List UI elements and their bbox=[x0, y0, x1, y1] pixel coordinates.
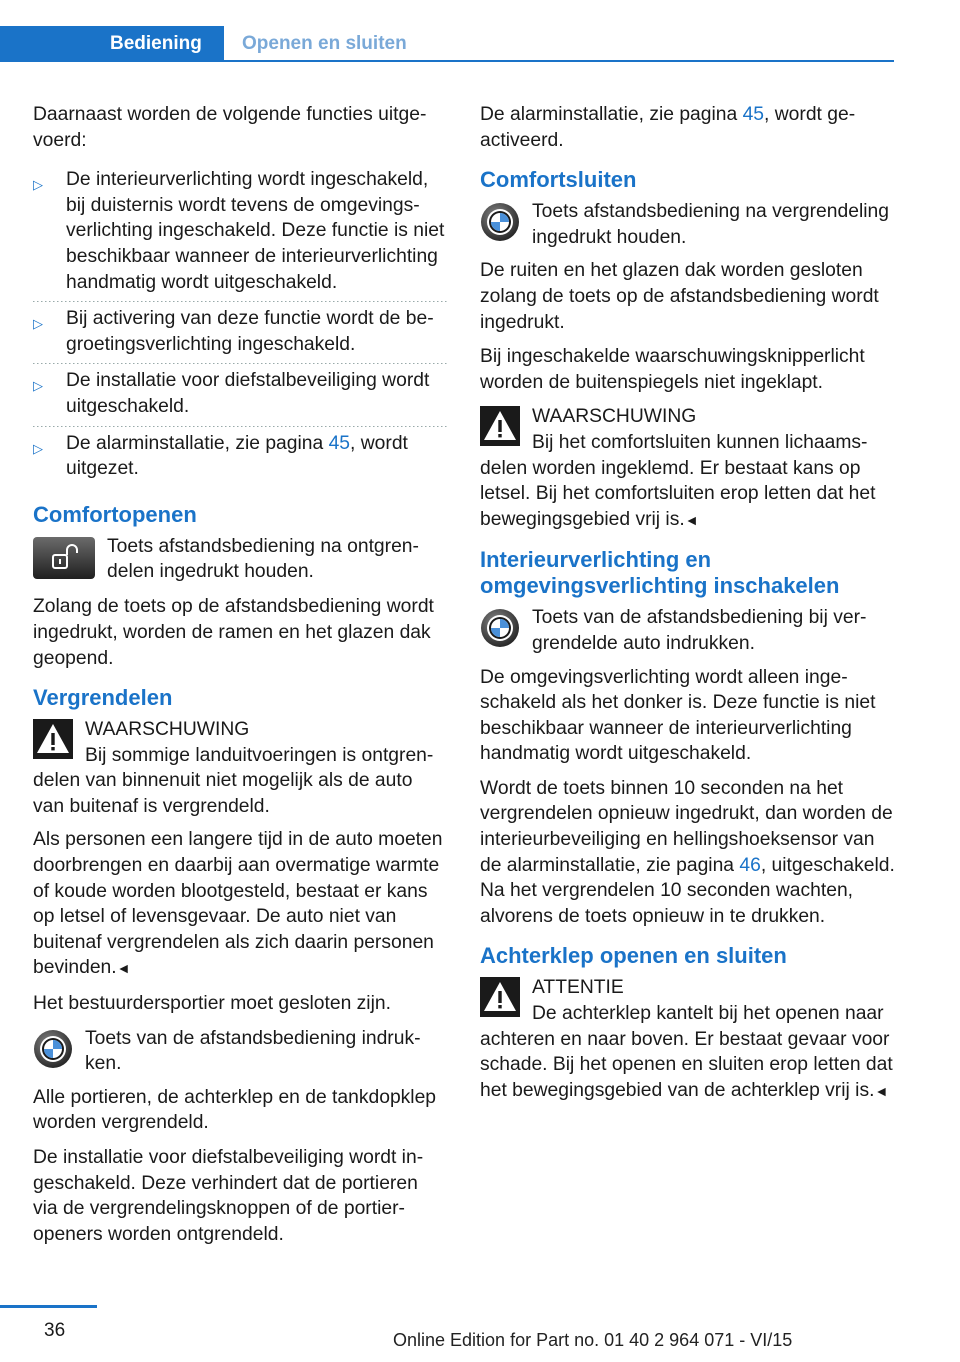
heading-vergrendelen: Vergrendelen bbox=[33, 685, 173, 711]
bmw-key-button-icon bbox=[33, 1029, 73, 1077]
function-list bbox=[33, 162, 447, 488]
heading-achterklep: Achterklep openen en sluiten bbox=[480, 943, 787, 969]
vergrendelen-paragraph-1: Het bestuurdersportier moet gesloten zijn. bbox=[33, 993, 391, 1015]
warning-label: ATTENTIE bbox=[532, 977, 624, 999]
heading-comfortopenen: Comfortopenen bbox=[33, 501, 197, 527]
warning-triangle-icon bbox=[33, 719, 73, 767]
bmw-key-button-icon bbox=[480, 608, 520, 656]
interieur-instruction: Toets van de afstandsbediening bij vergrendelde auto indrukken. bbox=[480, 605, 898, 656]
achterklep-warning bbox=[480, 975, 898, 1104]
comfortopenen-paragraph: Zolang de toets op de afstandsbediening wordt ingedrukt, worden de ramen en het glazen dak geopend. bbox=[33, 596, 434, 669]
warning-text: Bij het comfortsluiten kunnen lichaamsdelen worden ingeklemd. Er bestaat kans op letsel. Bij het comfortsluiten erop letten dat het bewegingsgebied vrij is.◄ bbox=[480, 431, 876, 530]
warning-text: Bij sommige landuitvoeringen is ontgrendelen van binnenuit niet mogelijk als de auto van buitenaf is vergrendeld. bbox=[33, 744, 434, 817]
warning-triangle-icon bbox=[480, 406, 520, 454]
comfortsluiten-instruction: Toets afstandsbediening na vergrendeling ingedrukt houden. bbox=[480, 199, 898, 250]
page-link-46[interactable]: 46 bbox=[739, 854, 761, 876]
vergrendelen-paragraph-3: De installatie voor diefstalbeveiliging wordt ingeschakeld. Deze verhindert dat de portieren via de vergrendelingsknoppen of de portieropeners worden ontgrendeld. bbox=[33, 1147, 424, 1245]
vergrendelen-warning bbox=[33, 717, 447, 819]
right-column bbox=[480, 102, 898, 1112]
bmw-key-button-icon bbox=[480, 202, 520, 250]
tab-openen-en-sluiten[interactable]: Openen en sluiten bbox=[242, 33, 407, 54]
comfortopenen-instruction: Toets afstandsbediening na ontgrendelen ingedrukt houden. bbox=[33, 534, 447, 587]
interieur-paragraph-1: De omgevingsverlichting wordt alleen ingeschakeld als het donker is. Deze functie is niet beschikbaar wanneer de interieurverlichting handmatig wordt uitgeschakeld. bbox=[480, 666, 876, 765]
page-header bbox=[0, 26, 894, 62]
list-item: ▷ De installatie voor diefstalbeveiliging wordt uitgeschakeld. bbox=[33, 363, 447, 425]
interieur-paragraph-2: Wordt de toets binnen 10 seconden na het vergrendelen opnieuw ingedrukt, dan worden de interieurbeveiliging en hellingshoeksensor van de alarminstallatie, zie pagina 46, uitgeschakeld. Na het vergrendelen 10 seconden wachten, alvorens de toets opnieuw in te drukken. bbox=[480, 777, 895, 927]
left-column bbox=[33, 102, 447, 1256]
heading-comfortsluiten: Comfortsluiten bbox=[480, 167, 637, 193]
page-link-45[interactable]: 45 bbox=[328, 432, 351, 454]
comfortsluiten-warning bbox=[480, 404, 898, 533]
footer-rule bbox=[0, 1305, 97, 1308]
end-mark: ◄ bbox=[116, 960, 131, 977]
vergrendelen-paragraph-2: Alle portieren, de achterklep en de tankdopklep worden vergrendeld. bbox=[33, 1086, 437, 1134]
list-item: ▷ De alarminstallatie, zie pagina 45, wordt uitgezet. bbox=[33, 426, 447, 488]
list-item: ▷ De interieurverlichting wordt ingeschakeld, bij duisternis wordt tevens de omgevingsverlichting ingeschakeld. Deze functie is niet beschikbaar wanneer de interieurverlichting handmatig wordt uitgeschakeld. bbox=[33, 169, 445, 293]
triangle-bullet-icon: ▷ bbox=[33, 177, 43, 193]
vergrendelen-instruction: Toets van de afstandsbediening indrukken. bbox=[33, 1026, 447, 1077]
intro-paragraph: Daarnaast worden de volgende functies uitgevoerd: bbox=[33, 104, 427, 151]
list-item: ▷ Bij activering van deze functie wordt de begroetingsverlichting ingeschakeld. bbox=[33, 301, 447, 363]
comfortsluiten-paragraph-2: Bij ingeschakelde waarschuwingsknipperlicht worden de buitenspiegels niet ingeklapt. bbox=[480, 346, 865, 393]
end-mark: ◄ bbox=[874, 1082, 889, 1099]
warning-continued: Als personen een langere tijd in de auto moeten doorbrengen en daarbij aan overmatige warmte of koude worden blootgesteld, bestaat er kans op letsel of levensgevaar. De auto niet van buitenaf vergrendelen als zich daarin personen bevinden.◄ bbox=[33, 829, 443, 979]
triangle-bullet-icon: ▷ bbox=[33, 316, 43, 332]
warning-label: WAARSCHUWING bbox=[85, 719, 250, 741]
alarm-paragraph: De alarminstallatie, zie pagina 45, wordt geactiveerd. bbox=[480, 104, 856, 151]
end-mark: ◄ bbox=[684, 511, 699, 528]
page-number: 36 bbox=[44, 1320, 66, 1341]
heading-interieurverlichting: Interieurverlichting en omgevingsverlichting inschakelen bbox=[480, 547, 840, 599]
comfortsluiten-paragraph-1: De ruiten en het glazen dak worden gesloten zolang de toets op de afstandsbediening wordt ingedrukt. bbox=[480, 260, 879, 333]
page-link-45[interactable]: 45 bbox=[742, 104, 765, 125]
triangle-bullet-icon: ▷ bbox=[33, 378, 43, 394]
header-rule bbox=[0, 60, 894, 62]
warning-label: WAARSCHUWING bbox=[532, 406, 697, 428]
edition-label: Online Edition for Part no. 01 40 2 964 071 - VI/15 bbox=[393, 1330, 793, 1350]
triangle-bullet-icon: ▷ bbox=[33, 440, 43, 456]
warning-text: De achterklep kantelt bij het openen naar achteren en naar boven. Er bestaat gevaar voor schade. Bij het openen en sluiten erop letten dat het bewegingsgebied van de achterklep vrij is.◄ bbox=[480, 1003, 893, 1101]
unlock-button-icon bbox=[33, 537, 95, 587]
warning-triangle-icon bbox=[480, 977, 520, 1025]
tab-bediening[interactable]: Bediening bbox=[0, 26, 224, 62]
